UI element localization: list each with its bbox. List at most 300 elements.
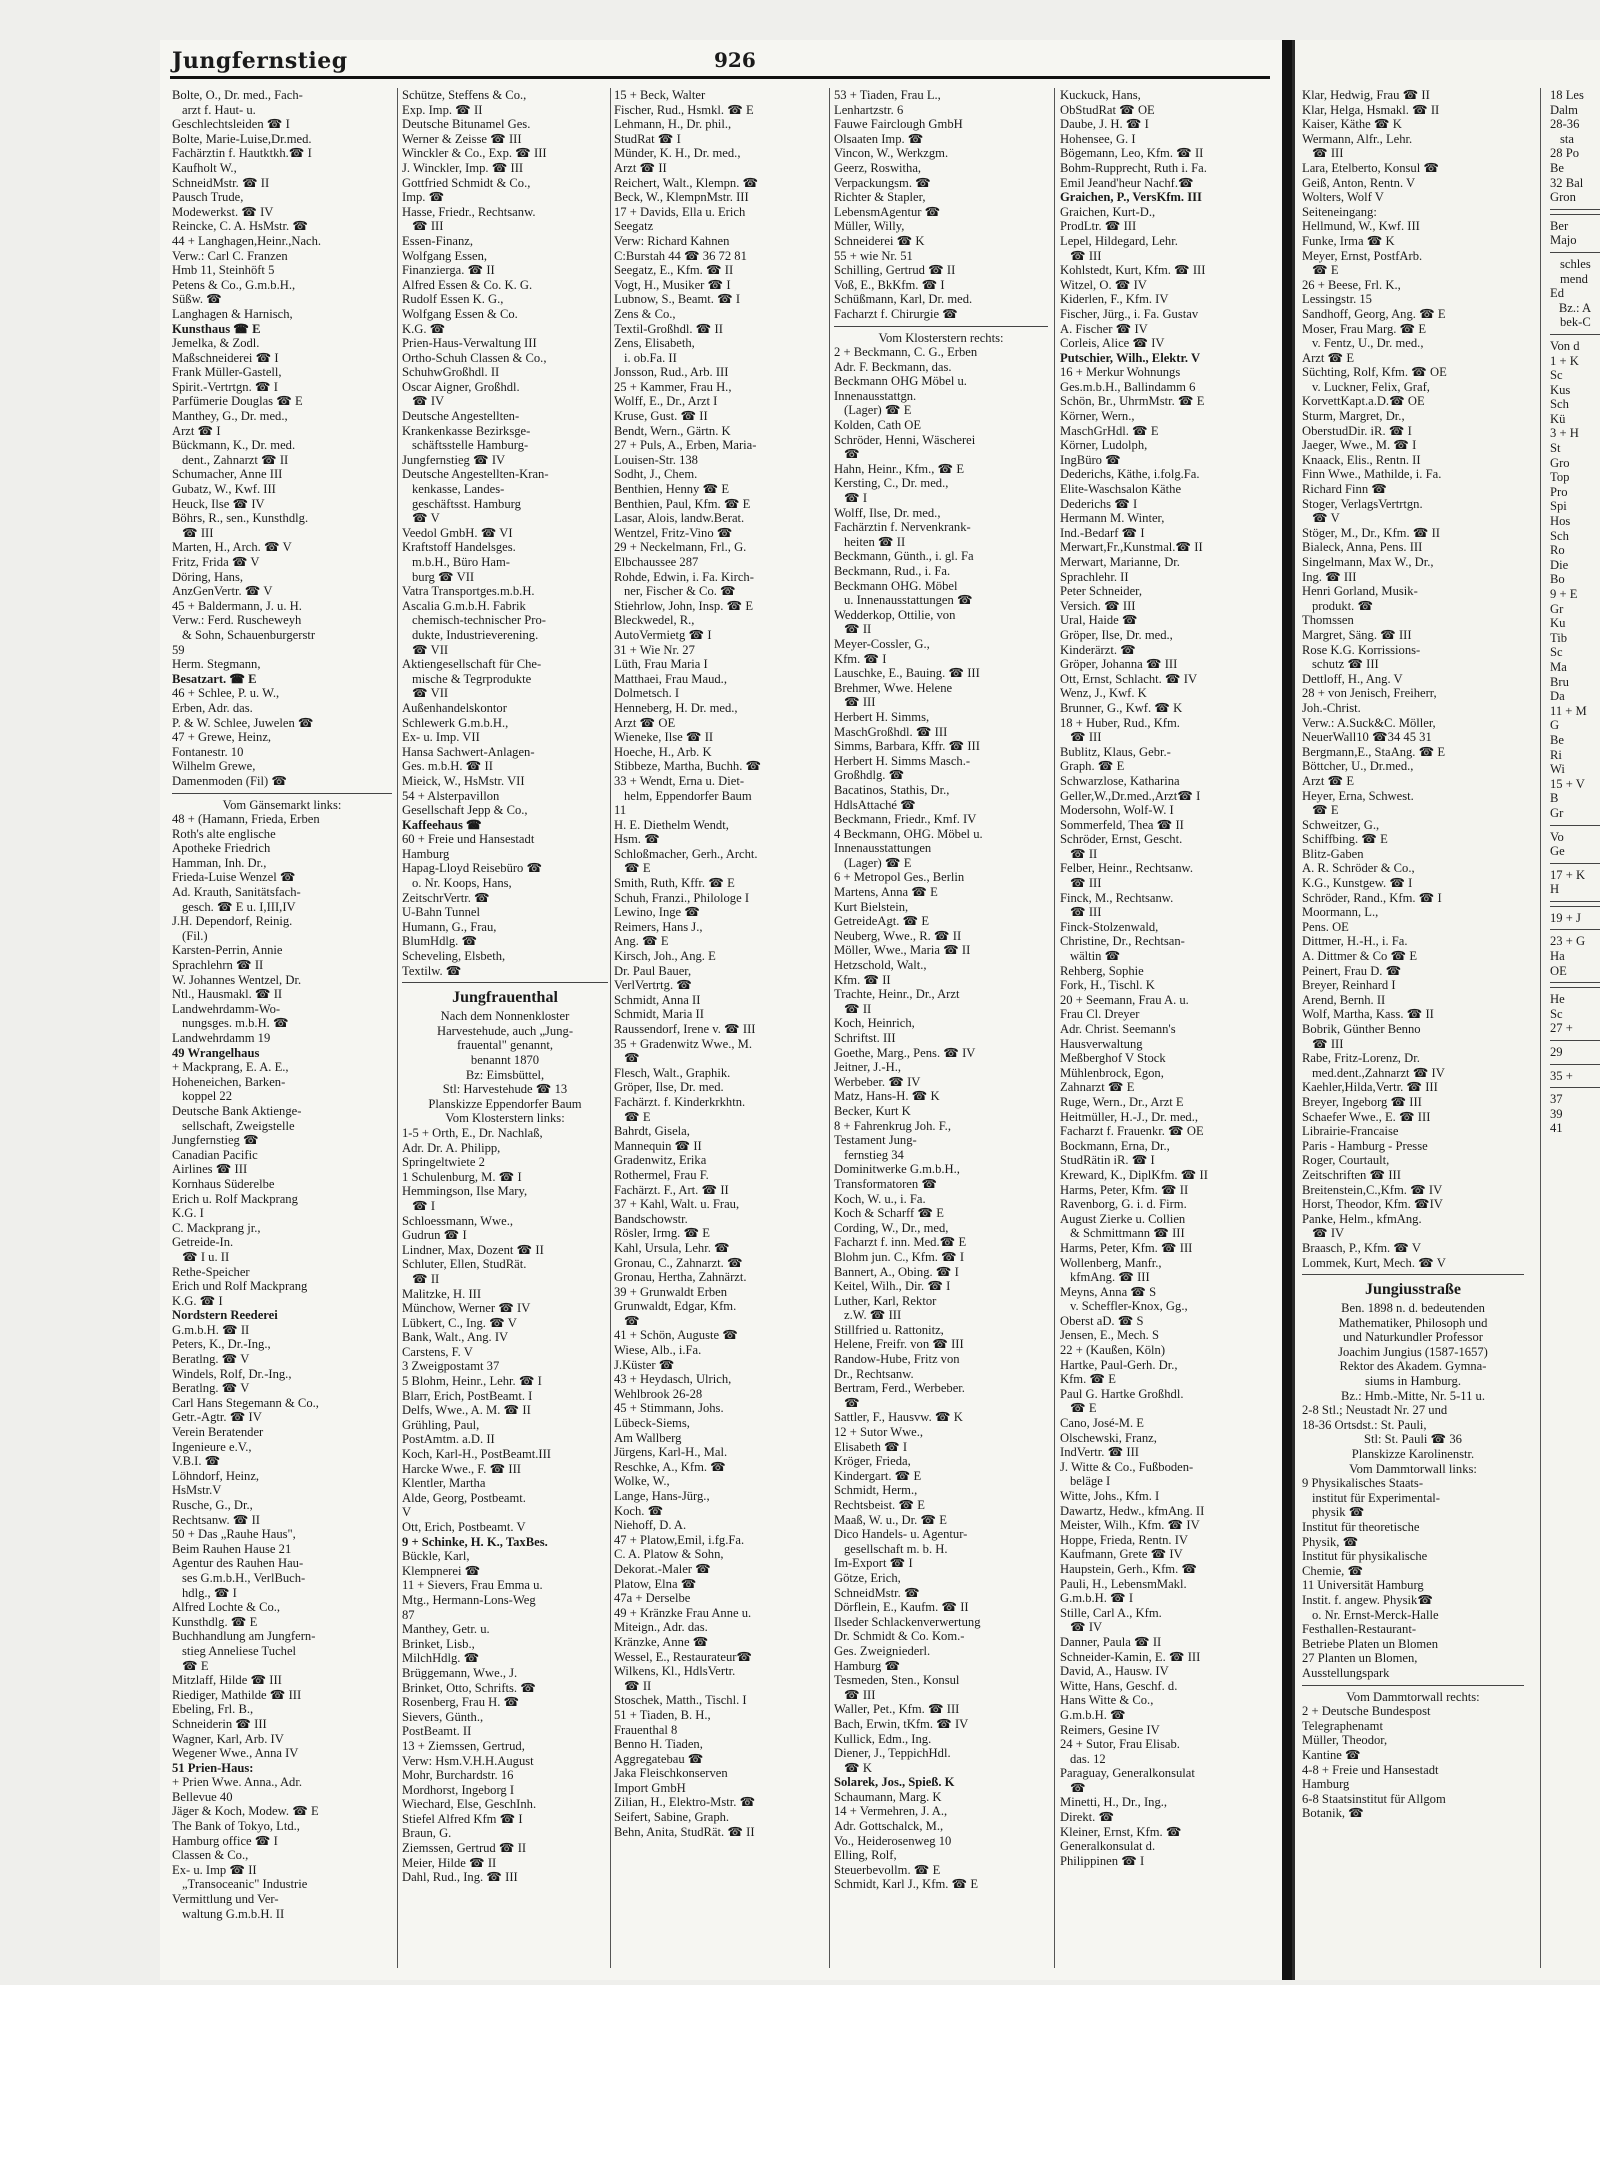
directory-entry-line: Seifert, Sabine, Graph. [614,1810,730,1825]
directory-entry-line: Wessel, E., Restaurateur☎ [614,1649,753,1664]
directory-entry-line: Verw.: Carl C. Franzen [172,248,288,263]
directory-entry-line: 13 + Ziemssen, Gertrud, [402,1738,525,1753]
directory-entry-line: Da [1550,689,1565,704]
directory-entry-line: Dettloff, H., Ang. V [1302,671,1403,686]
directory-entry-line: Wenz, J., Kwf. K [1060,686,1147,701]
directory-entry-line: ☎ III [1070,876,1102,891]
directory-entry-line: Dico Handels- u. Agentur- [834,1527,968,1542]
directory-entry-line: Schmidt, Herm., [834,1483,918,1498]
directory-entry-line: Springeltwiete 2 [402,1155,485,1170]
directory-entry-line: Gottfried Schmidt & Co., [402,175,531,190]
directory-entry-line: Kurt Bielstein, [834,899,909,914]
directory-column-3 [614,88,824,1839]
directory-entry-line: Testament Jung- [834,1133,917,1148]
section-divider [1302,1274,1524,1275]
directory-entry-line: Arzt ☎ OE [614,715,676,730]
directory-entry-line: Verw.: Ferd. Ruscheweyh [172,613,302,628]
street-heading: Jungfrauenthal [452,989,558,1007]
directory-entry-line: Müller, Willy, [834,219,905,234]
directory-entry-line: B [1550,791,1559,806]
directory-entry-line: Hansa Sachwert-Anlagen- [402,744,535,759]
directory-entry-line: Mtg., Hermann-Lons-Weg [402,1592,536,1607]
directory-entry-line: Sprachlehrn ☎ II [172,958,264,973]
directory-entry-line: Ilseder Schlackenverwertung [834,1614,981,1629]
directory-entry-line: Kü [1550,411,1566,426]
directory-entry-line: Krankenkasse Bezirksge- [402,423,531,438]
directory-entry-line: Kornhaus Süderelbe [172,1176,275,1191]
directory-entry-line: J. Winckler, Imp. ☎ III [402,160,524,175]
directory-entry-line: Seegatz [614,219,654,234]
directory-entry-line: Knaack, Elis., Rentn. II [1302,452,1421,467]
directory-entry-line: Schluter, Ellen, StudRät. [402,1257,527,1272]
directory-entry-line: Physik, ☎ [1302,1534,1359,1549]
directory-entry-line: dukte, Industrieverening. [412,627,539,642]
directory-entry-line: Ural, Haide ☎ [1060,613,1138,628]
directory-entry-line: Felber, Heinr., Rechtsanw. [1060,861,1193,876]
directory-entry-line: K.G. ☎ I [172,1293,223,1308]
directory-entry-line: 27 + Puls, A., Erben, Maria- [614,438,757,453]
directory-entry-line: Institut für physikalische [1302,1549,1428,1564]
directory-entry-line: Bz.: A [1558,300,1592,315]
directory-entry-line: 35 + [1550,1068,1573,1083]
directory-entry-line: Top [1550,470,1570,485]
header-rule [170,76,1270,79]
directory-entry-line: Hoheneichen, Barken- [172,1074,286,1089]
directory-entry-line: Döring, Hans, [172,569,244,584]
directory-entry-line: K.G. I [172,1206,204,1221]
directory-entry-line: Kleiner, Ernst, Kfm. ☎ [1060,1824,1182,1839]
directory-entry-line: Nordstern Reederei [172,1308,278,1323]
directory-entry-line: Emil Jeand'heur Nachf.☎ [1060,175,1194,190]
directory-entry-line: Corleis, Alice ☎ IV [1060,336,1165,351]
directory-entry-line: Ku [1550,616,1566,631]
directory-entry-line: Voß, E., BkKfm. ☎ I [834,277,945,292]
directory-entry-line: physik ☎ [1312,1505,1365,1520]
directory-entry-line: 4 Beckmann, OHG. Möbel u. [834,826,983,841]
directory-entry-line: Witte, Johs., Kfm. I [1060,1489,1160,1503]
directory-entry-line: MaschGroßhdl. ☎ III [834,724,948,739]
directory-entry-line: Arend, Bernh. II [1302,992,1386,1007]
directory-entry-line: Hamburg ☎ [834,1658,901,1673]
directory-entry-line: (Fil.) [182,928,208,943]
directory-entry-line: + Prien Wwe. Anna., Adr. [172,1775,302,1790]
directory-entry-line: 87 [402,1607,415,1622]
directory-entry-line: Ravenborg, G. i. d. Firm. [1060,1197,1187,1212]
directory-entry-line: IngBüro ☎ [1060,452,1121,467]
directory-entry-line: Koch, W. u., i. Fa. [834,1191,926,1206]
directory-entry-line: Außenhandelskontor [402,700,507,715]
directory-entry-line: Aggregatebau ☎ [614,1751,704,1766]
directory-entry-line: Simms, Barbara, Kffr. ☎ III [834,739,980,754]
directory-entry-line: ☎ E [1070,1401,1097,1416]
directory-entry-line: 17 + K [1550,867,1586,882]
directory-entry-line: Lauschke, E., Bauing. ☎ III [834,666,980,681]
directory-entry-line: Kfm. ☎ E [1060,1372,1116,1387]
directory-entry-line: Meier, Hilde ☎ II [402,1855,497,1870]
directory-entry-line: Rohde, Edwin, i. Fa. Kirch- [614,569,754,584]
directory-entry-line: Kindergart. ☎ E [834,1468,922,1483]
directory-entry-line: Gr [1550,601,1564,616]
directory-entry-line: Breitenstein,C.,Kfm. ☎ IV [1302,1182,1443,1197]
directory-entry-line: 47 + Platow,Emil, i.fg.Fa. [614,1532,745,1547]
directory-entry-line: Schneiderei ☎ K [834,233,925,248]
directory-entry-line: Kaehler,Hilda,Vertr. ☎ III [1302,1080,1438,1095]
directory-entry-line: beläge I [1070,1474,1111,1489]
directory-entry-line: Schuh, Franzi., Philologe I [614,890,750,905]
section-divider [1550,334,1600,335]
directory-entry-line: Breyer, Reinhard I [1302,978,1396,993]
directory-entry-line: Stibbeze, Martha, Buchh. ☎ [614,759,762,774]
directory-entry-line: Bögemann, Leo, Kfm. ☎ II [1060,146,1204,161]
directory-entry-line: J.H. Dependorf, Reinig. [172,914,293,929]
directory-entry-line: Alde, Georg, Postbeamt. [402,1490,526,1505]
directory-entry-line: Sch [1550,397,1569,412]
directory-entry-line: helm, Eppendorfer Baum [624,788,752,803]
section-divider [1302,1685,1524,1686]
street-title: Jungfernstieg [172,48,348,74]
directory-entry-line: 29 [1550,1045,1563,1060]
directory-entry-line: schles [1560,256,1591,271]
directory-entry-line: Fachärztin f. Nervenkrank- [834,520,971,535]
directory-entry-line: Jungfernstieg ☎ [172,1133,259,1148]
directory-entry-line: hdlg., ☎ I [182,1585,237,1600]
directory-entry-line: Brinket, Lisb., [402,1636,475,1651]
directory-entry-line: schäftsstelle Hamburg- [412,438,529,453]
directory-entry-line: The Bank of Tokyo, Ltd., [172,1819,300,1834]
directory-entry-line: ☎ IV [412,394,445,409]
directory-entry-line: Stl: Harvestehude ☎ 13 [442,1082,568,1097]
directory-entry-line: ☎ VII [412,686,449,701]
directory-entry-line: Hans Witte & Co., [1060,1693,1154,1708]
directory-entry-line: Bandschowstr. [614,1211,688,1226]
section-divider [1550,825,1600,826]
directory-entry-line: Bacatinos, Stathis, Dr., [834,782,950,797]
directory-entry-line: Schneiderin ☎ III [172,1716,267,1731]
directory-entry-line: Kullick, Edm., Ing. [834,1731,932,1746]
directory-entry-line: Richter & Stapler, [834,190,926,205]
directory-entry-line: Carstens, F. V [402,1344,473,1359]
directory-entry-line: Mohr, Burchardstr. 16 [402,1768,514,1783]
directory-entry-line: v. Fentz, U., Dr. med., [1312,336,1424,351]
directory-entry-line: + Mackprang, E. A. E., [172,1060,289,1075]
directory-entry-line: Beim Rauhen Hause 21 [172,1541,292,1556]
directory-entry-line: Tesmeden, Sten., Konsul [834,1673,960,1688]
directory-entry-line: ☎ I [412,1198,436,1213]
directory-entry-line: Raussendorf, Irene v. ☎ III [614,1022,756,1036]
directory-entry-line: Bannert, A., Obing. ☎ I [834,1264,959,1279]
directory-entry-line: 25 + Kammer, Frau H., [614,379,732,394]
directory-entry-line: Süchting, Rolf, Kfm. ☎ OE [1302,365,1447,380]
directory-entry-line: Wi [1550,762,1565,777]
directory-entry-line: Wolfgang Essen, [402,248,488,263]
directory-entry-line: Deutsche Angestellten-Kran- [402,467,549,482]
directory-entry-line: m.b.H., Büro Ham- [412,555,510,569]
directory-entry-line: 2 + Beckmann, C. G., Erben [834,345,978,360]
directory-entry-line: Koch. ☎ [614,1503,664,1518]
directory-entry-line: Minetti, H., Dr., Ing., [1060,1795,1168,1810]
directory-entry-line: Frank Müller-Gastell, [172,365,282,380]
directory-entry-line: Ntl., Hausmakl. ☎ II [172,987,283,1002]
directory-entry-line: Dederichs ☎ I [1060,496,1138,511]
directory-entry-line: Fork, H., Tischl. K [1060,978,1155,993]
directory-entry-line: Getreide-In. [172,1235,234,1250]
directory-entry-line: Miteign., Adr. das. [614,1620,708,1635]
directory-entry-line: Hoppe, Frieda, Rentn. IV [1060,1532,1189,1547]
directory-entry-line: 48 + (Hamann, Frieda, Erben [172,812,320,827]
directory-entry-line: 49 + Kränzke Frau Anne u. [614,1605,752,1620]
directory-entry-line: ☎ II [844,622,872,637]
directory-entry-line: Panke, Helm., kfmAng. [1302,1211,1422,1226]
directory-entry-line: Spirit.-Vertrtgn. ☎ I [172,379,278,394]
directory-entry-line: 44 + Langhagen,Heinr.,Nach. [172,233,322,248]
directory-entry-line: Heitmüller, H.-J., Dr. med., [1060,1109,1199,1124]
directory-entry-line: 12 + Sutor Wwe., [834,1425,924,1440]
directory-entry-line: Ebeling, Frl. B., [172,1702,254,1717]
directory-entry-line: Ad. Krauth, Sanitätsfach- [172,885,301,900]
directory-entry-line: Bialeck, Anna, Pens. III [1302,540,1423,555]
directory-entry-line: Roger, Courtault, [1302,1153,1390,1168]
directory-entry-line: Direkt. ☎ [1060,1810,1115,1825]
directory-entry-line: ☎ III [844,1687,876,1702]
directory-entry-line: ☎ [1070,1780,1086,1795]
directory-entry-line: Jaka Fleischkonserven [614,1766,728,1781]
directory-entry-line: Christine, Dr., Rechtsan- [1060,934,1185,949]
directory-entry-line: Landwehrdamm-Wo- [172,1001,281,1016]
directory-entry-line: Schlewerk G.m.b.H., [402,715,509,730]
directory-entry-line: 59 [172,642,185,657]
directory-entry-line: Koch, Karl-H., PostBeamt.III [402,1447,551,1462]
directory-entry-line: sta [1560,131,1574,146]
directory-entry-line: C. Mackprang jr., [172,1220,261,1235]
directory-entry-line: Dolmetsch. I [614,686,680,701]
directory-entry-line: Hoeche, H., Arb. K [614,744,712,759]
directory-entry-line: Steuerbevollm. ☎ E [834,1862,941,1877]
directory-entry-line: Arzt ☎ E [1302,773,1355,788]
directory-entry-line: Bo [1550,572,1565,587]
directory-entry-line: Ing. ☎ III [1302,569,1357,584]
directory-entry-line: Textil-Großhdl. ☎ II [614,321,723,336]
directory-entry-line: Schumacher, Anne III [172,467,283,482]
directory-entry-line: Dawartz, Hedw., kfmAng. II [1060,1503,1205,1518]
directory-entry-line: Facharzt f. Frauenkr. ☎ OE [1060,1124,1204,1139]
directory-entry-line: 1 + K [1550,353,1579,368]
directory-entry-line: Be [1550,160,1564,175]
directory-entry-line: Kolden, Cath OE [834,418,922,433]
directory-entry-line: NeuerWall10 ☎34 45 31 [1302,730,1432,745]
directory-entry-line: Be [1550,732,1564,747]
directory-entry-line: o. Nr. Ernst-Merck-Halle [1312,1607,1439,1622]
directory-entry-line: Lübeck-Siems, [614,1416,690,1431]
right-page-column [1302,88,1524,1821]
directory-entry-line: H. E. Diethelm Wendt, [614,817,729,832]
directory-entry-line: Mannequin ☎ II [614,1138,702,1153]
directory-entry-line: Lange, Hans-Jürg., [614,1489,710,1503]
directory-entry-line: Stiefel Alfred Kfm ☎ I [402,1811,523,1826]
directory-entry-line: 41 [1550,1121,1563,1136]
directory-entry-line: waltung G.m.b.H. II [182,1906,285,1921]
directory-entry-line: Ges. Zweigniederl. [834,1643,931,1658]
directory-entry-line: Finck, M., Rechtsanw. [1060,890,1174,905]
directory-entry-line: Tib [1550,630,1568,645]
directory-entry-line: Hermann M. Winter, [1060,511,1165,526]
directory-entry-line: Ausstellungspark [1302,1665,1390,1680]
directory-entry-line: Deutsche Angestellten- [402,409,520,424]
directory-entry-line: Damenmoden (Fil) ☎ [172,773,288,788]
directory-entry-line: 51 + Tiaden, B. H., [614,1707,711,1722]
directory-entry-line: Hmb 11, Steinhöft 5 [172,263,275,278]
directory-entry-line: 39 [1550,1106,1563,1121]
directory-entry-line: Bru [1550,674,1569,689]
directory-entry-line: Ascalia G.m.b.H. Fabrik [402,598,526,613]
directory-entry-line: Langhagen & Harnisch, [172,306,293,321]
directory-entry-line: 47 + Grewe, Heinz, [172,730,272,745]
directory-entry-line: frauental" genannt, [456,1038,554,1053]
directory-entry-line: Verw.: A.Suck&C. Möller, [1302,715,1436,730]
directory-entry-line: ner, Fischer & Co. ☎ [624,584,736,599]
directory-entry-line: 22 + (Kaußen, Köln) [1060,1343,1166,1358]
directory-entry-line: Maßschneiderei ☎ I [172,350,279,365]
directory-entry-line: Die [1550,557,1569,572]
directory-entry-line: Götze, Erich, [834,1570,901,1585]
directory-entry-line: Dr., Rechtsanw. [834,1366,914,1381]
directory-entry-line: Textilw. ☎ [402,963,462,978]
directory-entry-line: Lenhartzstr. 6 [834,102,904,117]
directory-entry-line: 9 Physikalisches Staats- [1302,1476,1424,1491]
directory-entry-line: V [402,1505,412,1520]
directory-entry-line: Elling, Rolf, [834,1848,897,1863]
directory-entry-line: Getr.-Agtr. ☎ IV [172,1410,262,1425]
directory-entry-line: Moser, Frau Marg. ☎ E [1302,321,1427,336]
directory-entry-line: o. Nr. Koops, Hans, [412,876,512,891]
directory-entry-line: Lubnow, S., Beamt. ☎ I [614,292,741,307]
directory-entry-line: Sturm, Margret, Dr., [1302,409,1405,424]
directory-entry-line: Zens, Elisabeth, [614,336,695,351]
directory-entry-line: Reincke, C. A. HsMstr. ☎ [172,219,309,234]
directory-entry-line: Delfs, Wwe., A. M. ☎ II [402,1403,531,1418]
directory-entry-line: ☎ E [182,1658,209,1673]
directory-entry-line: 3 Zweigpostamt 37 [402,1359,500,1374]
directory-entry-line: Planskizze Eppendorfer Baum [428,1096,582,1111]
directory-entry-line: He [1550,992,1565,1007]
directory-entry-line: Kersting, C., Dr. med., [834,476,949,491]
directory-entry-line: Flesch, Walt., Graphik. [614,1065,731,1080]
directory-entry-line: 2-8 Stl.; Neustadt Nr. 27 und [1302,1403,1448,1418]
directory-entry-line: Versich. ☎ III [1060,598,1136,613]
directory-entry-line: Graichen, P., VersKfm. III [1060,190,1202,205]
directory-entry-line: Joachim Jungius (1587-1657) [1338,1344,1488,1359]
directory-entry-line: Klar, Hedwig, Frau ☎ II [1302,88,1430,102]
directory-entry-line: ☎ IV [1312,1226,1345,1241]
directory-entry-line: Gröper, Ilse, Dr. med., [1060,627,1173,642]
directory-entry-line: Imp. ☎ [402,190,445,205]
directory-entry-line: Classen & Co., [172,1848,249,1863]
directory-entry-line: Geschlechtsleiden ☎ I [172,117,290,132]
directory-entry-line: Zilian, H., Elektro-Mstr. ☎ [614,1795,756,1810]
directory-entry-line: ☎ III [1070,248,1102,263]
directory-entry-line: Harvestehude, auch „Jung- [436,1023,574,1038]
directory-entry-line: Münder, K. H., Dr. med., [614,146,741,161]
directory-entry-line: Adr. Christ. Seemann's [1060,1022,1176,1036]
directory-entry-line: 9 + E [1550,587,1578,601]
directory-entry-line: Ott, Ernst, Schlacht. ☎ IV [1060,671,1198,686]
directory-entry-line: Bublitz, Klaus, Gebr.- [1060,744,1171,759]
directory-entry-line: 45 + Stimmann, Johs. [614,1401,724,1416]
directory-entry-line: Geller,W.,Dr.med.,Arzt☎ I [1060,788,1201,803]
directory-entry-line: Sodht, J., Chem. [614,467,698,482]
directory-entry-line: 6 + Metropol Ges., Berlin [834,870,965,885]
directory-entry-line: Koch & Scharff ☎ E [834,1206,944,1221]
directory-entry-line: Henneberg, H. Dr. med., [614,700,738,715]
directory-entry-line: fernstieg 34 [844,1147,904,1162]
directory-entry-line: v. Luckner, Felix, Graf, [1312,379,1430,394]
directory-entry-line: Heuck, Ilse ☎ IV [172,496,265,511]
directory-entry-line: Herbert H. Simms Masch.- [834,753,971,768]
directory-entry-line: Körner, Ludolph, [1060,438,1148,453]
directory-entry-line: Adr. F. Beckmann, das. [834,359,952,374]
directory-entry-line: Bz: Eimsbüttel, [465,1067,545,1082]
directory-entry-line: Löhndorf, Heinz, [172,1468,260,1483]
directory-entry-line: Möller, Wwe., Maria ☎ II [834,943,971,958]
directory-entry-line: Sc [1550,368,1563,383]
directory-entry-line: Beckmann OHG. Möbel [834,578,958,593]
directory-entry-line: ☎ III [1070,905,1102,920]
directory-entry-line: (Lager) ☎ E [844,855,912,870]
directory-entry-line: Lasar, Alois, landw.Berat. [614,511,745,526]
directory-entry-line: Import GmbH [614,1780,686,1795]
directory-entry-line: Rethe-Speicher [172,1264,250,1279]
directory-entry-line: Kränzke, Anne ☎ [614,1634,709,1649]
directory-entry-line: 28 + von Jenisch, Freiherr, [1302,686,1437,701]
directory-entry-line: Herbert H. Simms, [834,709,930,724]
directory-entry-line: Wolf, Martha, Kass. ☎ II [1302,1007,1434,1022]
directory-entry-line: Ed [1550,286,1564,301]
directory-entry-line: Lüth, Frau Maria I [614,657,708,672]
directory-entry-line: Elisabeth ☎ I [834,1439,908,1454]
directory-entry-line: Gröper, Johanna ☎ III [1060,657,1178,672]
directory-entry-line: J. Witte & Co., Fußboden- [1060,1459,1194,1474]
directory-entry-line: Generalkonsulat d. [1060,1839,1156,1854]
directory-entry-line: Ges. m.b.H. ☎ II [402,759,493,774]
directory-entry-line: C. A. Platow & Sohn, [614,1547,724,1562]
directory-entry-line: Von d [1550,338,1580,353]
right-page-edge-column [1550,88,1600,1136]
directory-entry-line: Beratlng. ☎ V [172,1381,250,1396]
directory-entry-line: Adr. Gottschalck, M., [834,1819,944,1834]
directory-entry-line: ☎ [844,1395,860,1410]
directory-entry-line: Hamburg [1302,1777,1350,1792]
directory-entry-line: Windels, Rolf, Dr.-Ing., [172,1366,292,1381]
section-divider [1550,929,1600,930]
directory-entry-line: Kinderärzt. ☎ [1060,642,1136,657]
column-divider [1054,88,1055,1968]
directory-entry-line: Wieneke, Ilse ☎ II [614,730,714,745]
directory-entry-line: Hsm. ☎ [614,832,660,847]
directory-entry-line: 60 + Freie und Hansestadt [402,832,535,847]
directory-entry-line: gesellschaft m. b. H. [844,1541,948,1556]
directory-entry-line: PostAmtm. a.D. II [402,1432,495,1447]
directory-entry-line: Haupstein, Gerh., Kfm. ☎ [1060,1561,1198,1576]
directory-entry-line: Winckler & Co., Exp. ☎ III [402,146,547,161]
directory-entry-line: Waller, Pet., Kfm. ☎ III [834,1702,960,1717]
directory-entry-line: und Naturkundler Professor [1343,1330,1483,1345]
directory-entry-line: Sandhoff, Georg, Ang. ☎ E [1302,306,1446,321]
directory-entry-line: Sc [1550,1006,1563,1021]
directory-entry-line: Maaß, W. u., Dr. ☎ E [834,1512,947,1527]
directory-entry-line: Wegener Wwe., Anna IV [172,1746,299,1761]
directory-entry-line: 1-5 + Orth, E., Dr. Nachlaß, [402,1125,543,1140]
directory-entry-line: Marten, H., Arch. ☎ V [172,540,292,555]
directory-column-1 [172,88,392,1921]
